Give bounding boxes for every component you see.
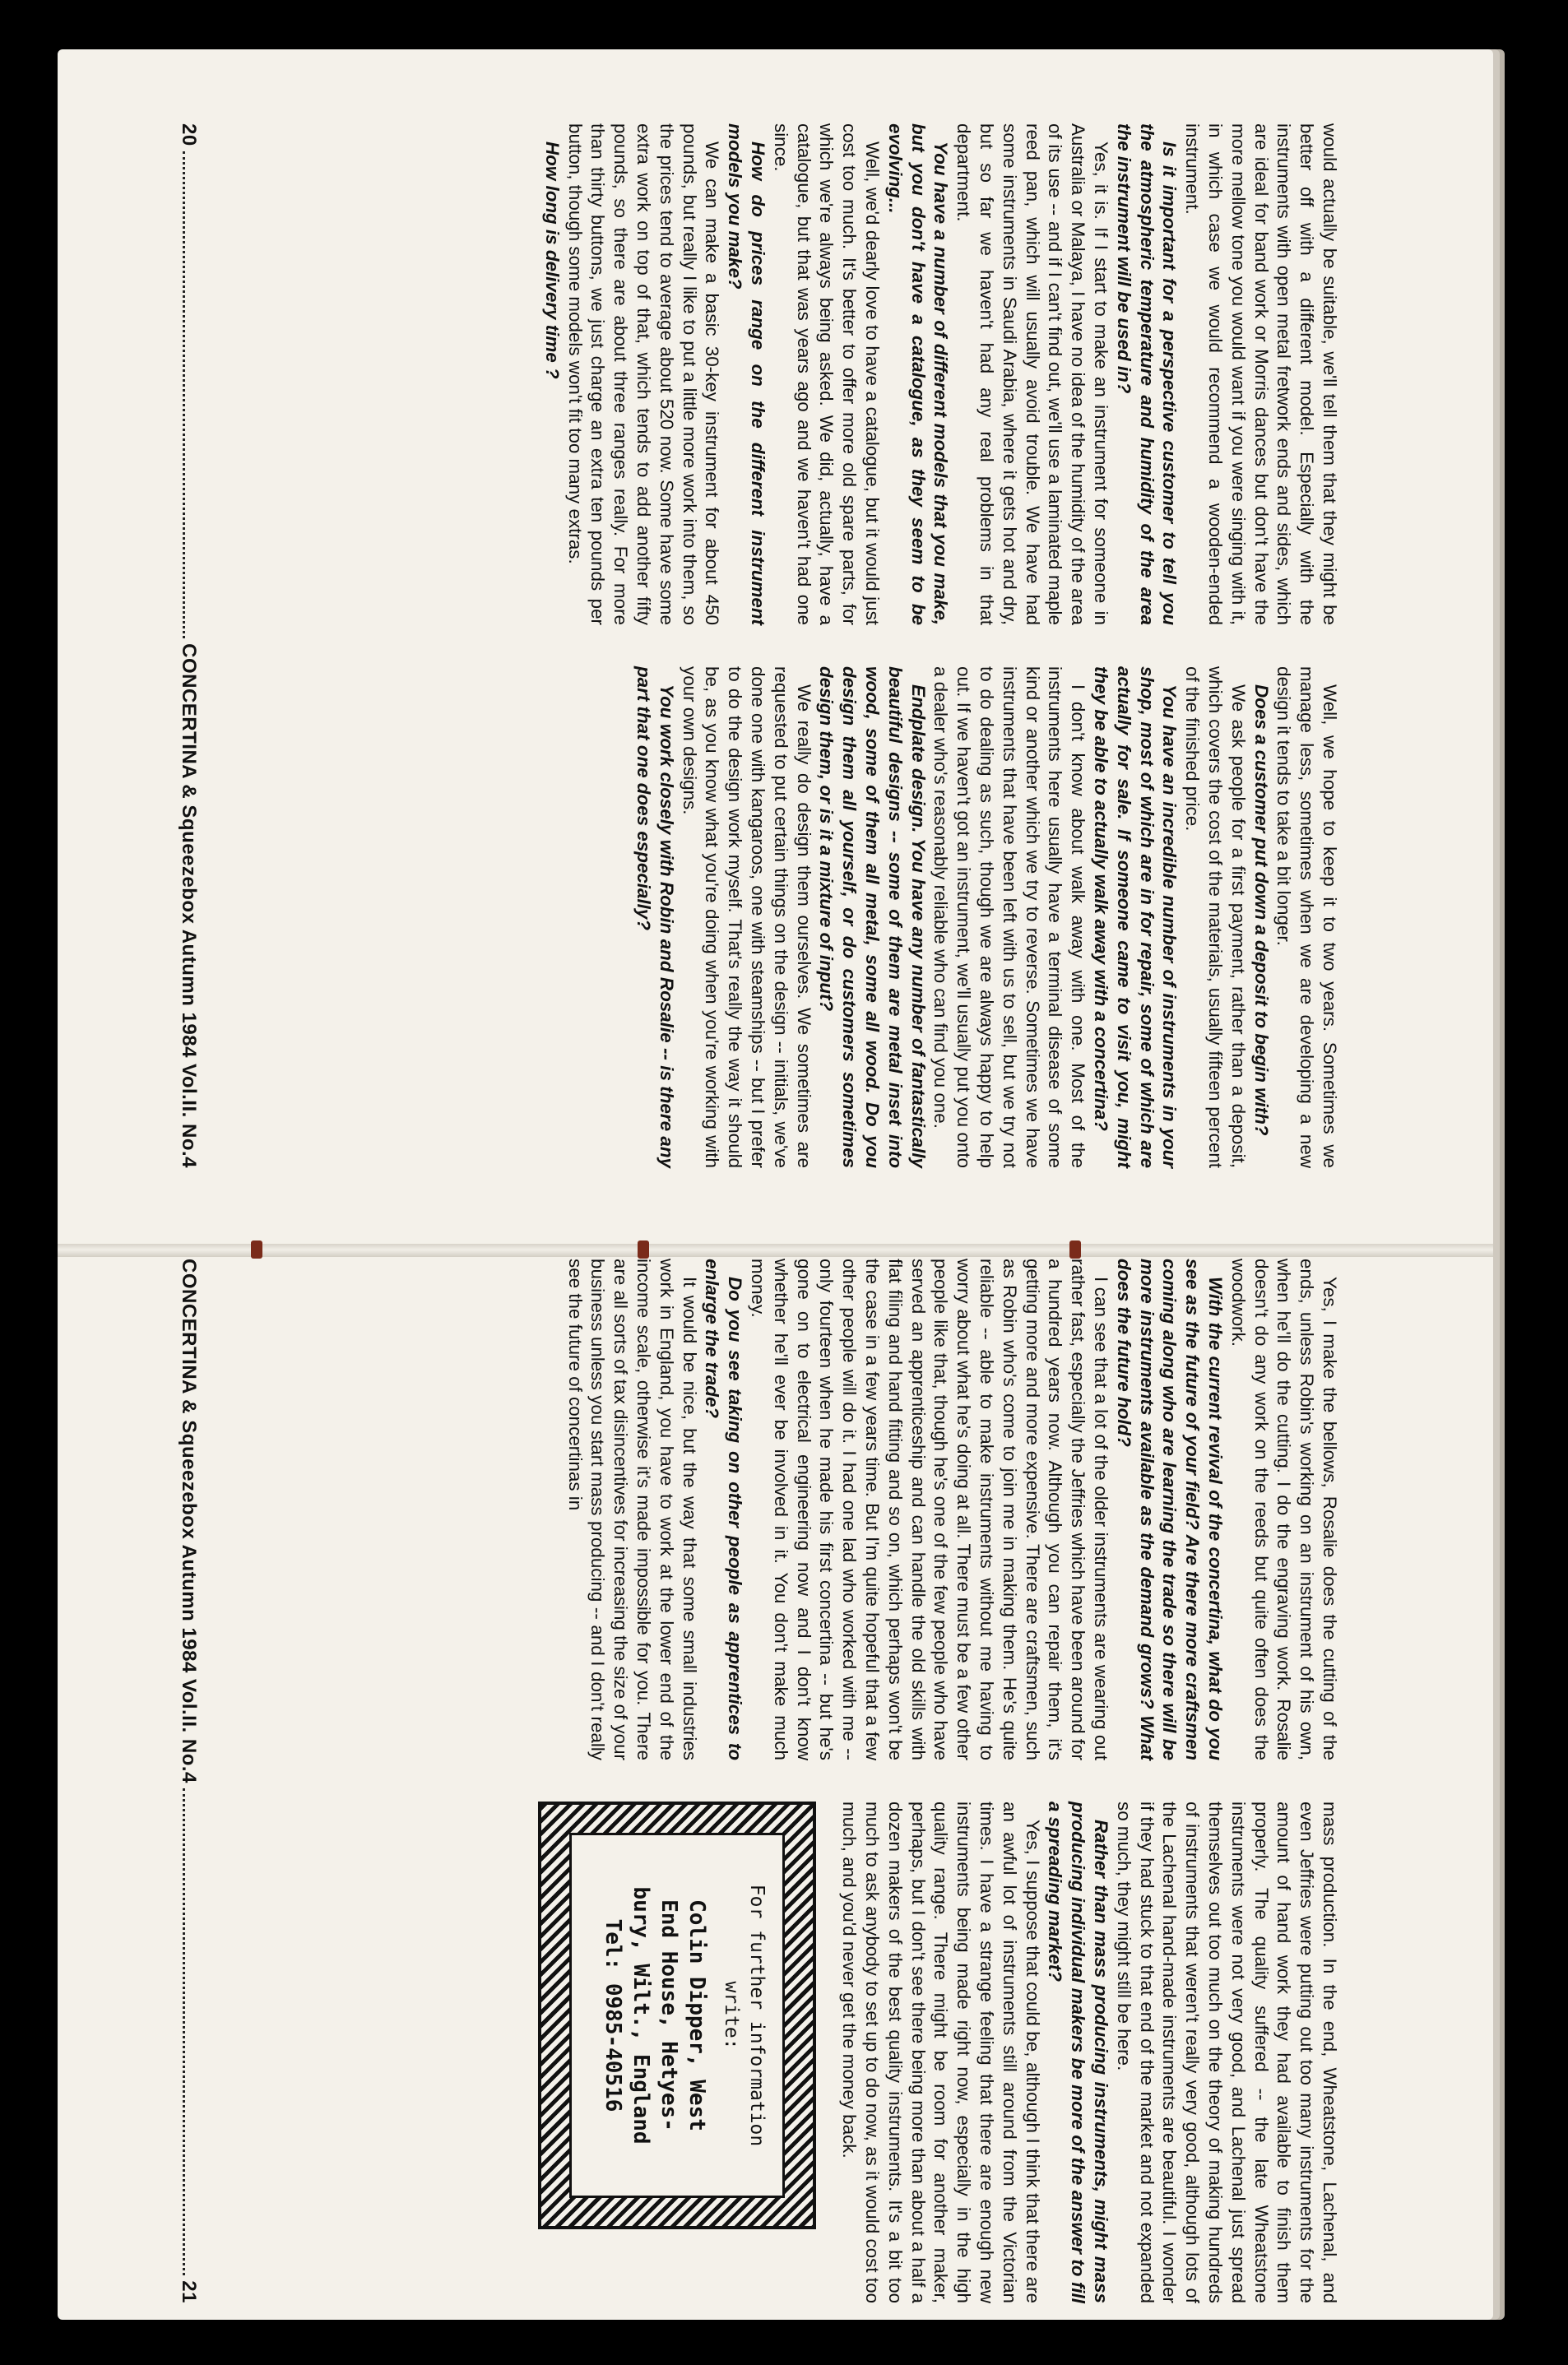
page-21-column-2-text [837, 1802, 1341, 2303]
interview-answer: We can make a basic 30-key instrument for about 450 pounds, but really I like to put a little more work into them, so the prices tend to average about 520 now. Some have some extra work on top of that, which tends to add another fifty pounds, so there are about three ranges really. For more than thirty buttons, we just charge an extra ten pounds per button, though some models won't fit too many extras. [564, 123, 723, 625]
interview-question: You work closely with Robin and Rosalie -- is there any part that one does especially? [633, 666, 677, 1168]
advert-line-1: For further information [746, 1884, 768, 2147]
address-line: Tel: 0985-40516 [600, 1918, 625, 2112]
address-line: Colin Dipper, West [684, 1899, 709, 2131]
interview-question: Do you see taking on other people as apprentices to enlarge the trade? [702, 1259, 746, 1760]
footer-leader-dots [183, 151, 185, 638]
page-20-column-1 [239, 123, 1341, 625]
interview-answer: would actually be suitable, we'll tell them that they might be better off with a different model. Especially with the instruments with open metal fretwork ends and sides, which are ideal for band work or Morris dances but don't have the more mellow tone you would want if you were singing with it, in which case we would recommend a wooden-ended instrument. [1182, 123, 1340, 625]
footer-leader-dots [183, 1788, 185, 2275]
page-21-column-1 [239, 1259, 1341, 1760]
interview-question: Rather than mass producing instruments, might mass producing individual makers be more of the answer to fill a spreading market? [1045, 1802, 1112, 2303]
advert-box [538, 1802, 816, 2229]
interview-answer: I can see that a lot of the older instruments are wearing out rather fast, especially the Jeffries which have been around for a hundred years now. Although you can repair them, it's getting more and more expensive. There are craftsmen, such as Robin who's come to join me in making them. He's quite reliable -- able to make instruments without me having to worry about what he's doing at all. There must be a few other people like that, though he's one of the few people who have served an apprenticeship and can handle the old skills with flat filing and hand fitting and so on, which perhaps won't be the case in a few years time. But I'm quite hopeful that a few other people will do it. I had one lad who worked with me -- only fourteen when he made his first concertina -- but he's gone on to electrical engineering now and I don't know whether he'll ever be involved in it. You don't make much money. [748, 1259, 1112, 1760]
address-line: End House, Hetyes- [656, 1899, 681, 2131]
interview-question: Endplate design. You have any number of fantastically beautiful designs -- some of them are metal inset into wood, some of them all metal, some all wood. Do you design them all yourself, or do customers sometimes design them, or is it a mixture of input? [816, 666, 929, 1168]
interview-answer: It would be nice, but the way that some small industries work in England, you have to work at the lower end of the income scale, otherwise it's made impossible for you. There are all sorts of tax disincentives for increasing the size of your business unless you start mass producing -- and I don't really see the future of concertinas in [564, 1259, 700, 1760]
page-21-footer [177, 1259, 210, 2303]
interview-question: You have a number of different models that you make, but you don't have a catalogue, as they seem to be evolving... [884, 123, 952, 625]
interview-answer: I don't know about walk away with one. Most of the instruments here usually have a terminal disease of some kind or another which we try to reverse. Sometimes we have instruments that have been left with us to sell, but we try not to do dealing as such, though we are always happy to help out. If we haven't got an instrument, we'll usually put you onto a dealer who's reasonably reliable who can find you one. [930, 666, 1089, 1168]
interview-answer: Yes, I make the bellows, Rosalie does the cutting of the ends, unless Robin's working on an instrument of his own, when he'll do the cutting. I do the engraving work. Rosalie doesn't do any work on the reeds but quite often does the woodwork. [1227, 1259, 1340, 1760]
page-21-column-2 [239, 1802, 1341, 2303]
page-20 [90, 99, 1357, 1193]
interview-answer: Yes, I suppose that could be, although I think that there are an awful lot of instruments still around from the Victorian times. I have a strange feeling that there are enough new instruments being made right now, especially in the high quality range. There might be room for another maker, perhaps, but I don't see there being more than about a half a dozen makers of the best quality instruments. It's a bit too much to ask anybody to set up to do now, as it would cost too much, and you'd never get the money back. [839, 1802, 1043, 2303]
advert-content [569, 1833, 785, 2198]
advert-line-2: write: [720, 1981, 742, 2050]
interview-question: Does a customer put down a deposit to begin with? [1250, 684, 1272, 1136]
interview-answer: Yes, it is. If I start to make an instrument for someone in Australia or Malaya, I have no idea of the humidity of the area of its use -- and if I can't find out, we'll use a laminated maple reed pan, which will usually avoid trouble. We have had some instruments in Saudi Arabia, where it gets hot and dry, but so far we haven't had any real problems in that department. [953, 123, 1112, 625]
advert-address [599, 1835, 711, 2196]
page-number: 21 [178, 2280, 200, 2303]
interview-answer: Well, we hope to keep it to two years. Sometimes we manage less, sometimes when we are developing a new design it tends to take a bit longer. [1273, 666, 1340, 1168]
page-20-column-2 [239, 666, 1341, 1168]
interview-answer: We ask people for a first payment, rather than a deposit, which covers the cost of the materials, usually fifteen percent of the finished price. [1182, 666, 1249, 1168]
page-21 [90, 1234, 1357, 2328]
interview-answer: mass production. In the end, Wheatstone, Lachenal, and even Jeffries were putting out too many instruments for the amount of hand work they had available to finish them properly. The quality suffered -- the late Wheatstone instruments were not very good, and Lachenal just spread themselves out too much on the theory of making hundreds of instruments that weren't really very good, although lots of the Lachenal hand-made instruments are beautiful. I wonder if they had stuck to that end of the market and not expanded so much, they might still be here. [1113, 1802, 1340, 2303]
address-line: bury, Wilt., England [628, 1886, 653, 2145]
interview-question: Is it important for a perspective customer to tell you the atmospheric temperature and humidity of the area the instrument will be used in? [1113, 123, 1181, 625]
interview-question: You have an incredible number of instruments in your shop, most of which are in for repair, some of which are actually for sale. If someone came to visit you, might they be able to actually walk away with a concertina? [1091, 666, 1181, 1168]
running-footer: CONCERTINA & Squeezebox Autumn 1984 Vol.II. No.4 [178, 1259, 200, 1783]
interview-question: How long is delivery time ? [541, 141, 563, 379]
interview-question: How do prices range on the different instrument models you make? [725, 123, 769, 625]
interview-answer: We really do design them ourselves. We sometimes are requested to put certain things on the design -- initials, we've done one with kangaroos, one with steamships -- but I prefer to do the design work myself. That's really the way it should be, as you know what you're doing when you're working with your own designs. [679, 666, 814, 1168]
interview-question: With the current revival of the concertina, what do you see as the future of your field? Are there more craftsmen coming along who are learning the trade so there will be more instruments available as the demand grows? What does the future hold? [1113, 1259, 1227, 1760]
page-20-footer [177, 123, 210, 1168]
running-footer: CONCERTINA & Squeezebox Autumn 1984 Vol.II. No.4 [178, 643, 200, 1168]
interview-answer: Well, we'd dearly love to have a catalogue, but it would just cost too much. It's better to offer more old spare parts, for which we're always being asked. We did, actually, have a catalogue, but that was years ago and we haven't had one since. [770, 123, 884, 625]
page-number: 20 [178, 123, 200, 146]
